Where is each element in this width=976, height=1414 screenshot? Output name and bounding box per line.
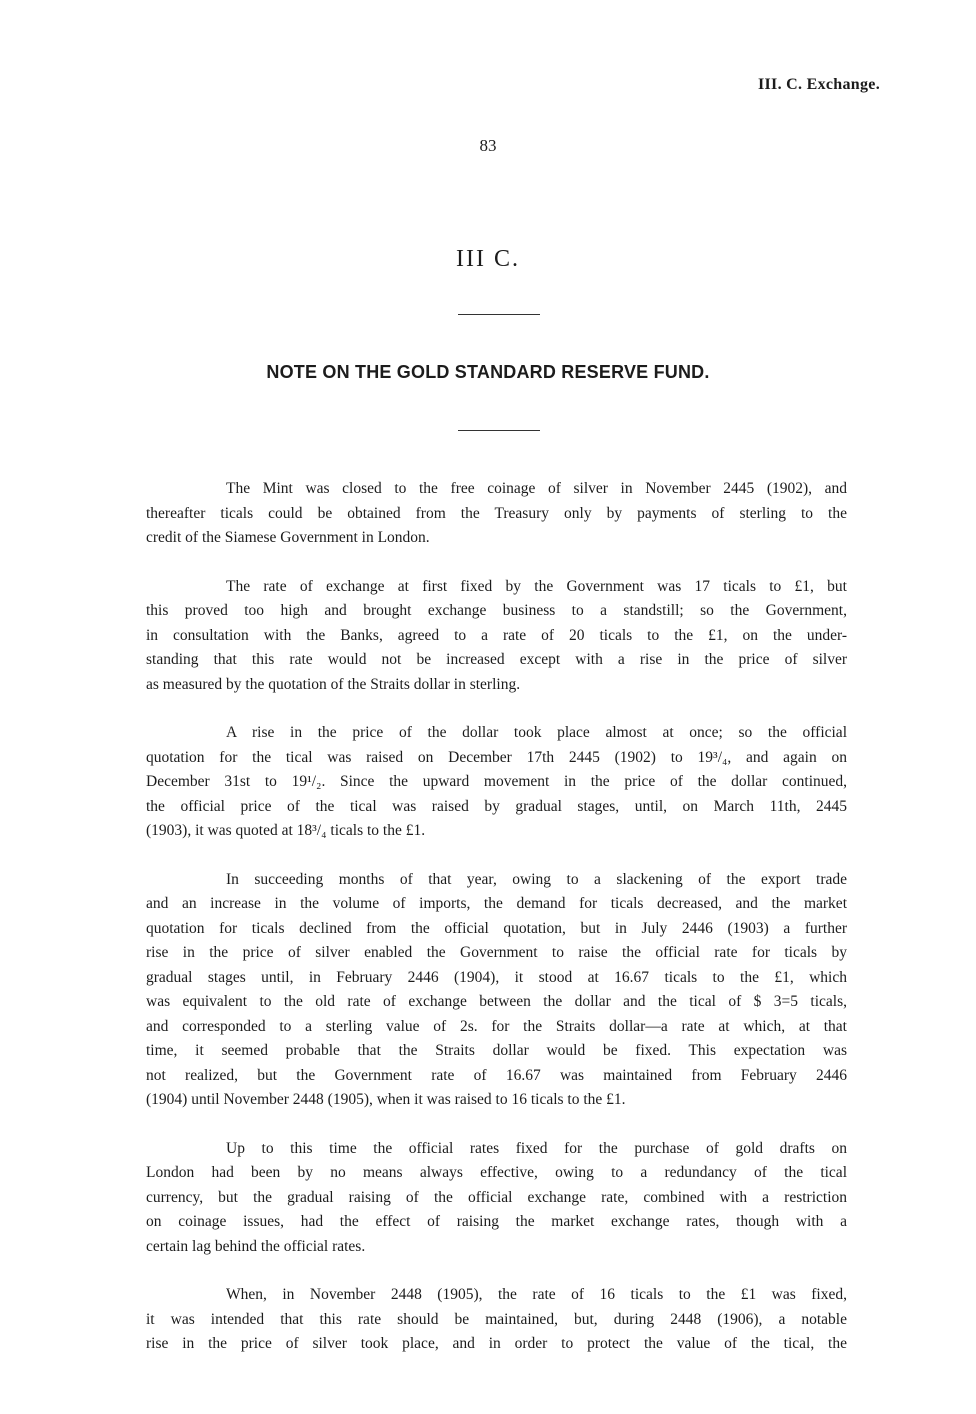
text-line: quotation for the tical was raised on December 17th 2445 (1902) to 19³/₄, and again on <box>146 748 847 766</box>
text-line: London had been by no means always effective, owing to a redundancy of the tical <box>146 1164 847 1181</box>
paragraph <box>146 477 847 551</box>
text-line: credit of the Siamese Government in London. <box>146 529 430 546</box>
text-line: In succeeding months of that year, owing to a slackening of the export trade <box>226 870 847 888</box>
text-line: gradual stages until, in February 2446 (1904), it stood at 16.67 ticals to the £1, which <box>146 968 847 986</box>
text-line: currency, but the gradual raising of the official exchange rate, combined with a restriction <box>146 1188 847 1206</box>
text-line: standing that this rate would not be increased except with a rise in the price of silver <box>146 651 847 668</box>
text-line: and an increase in the volume of imports, the demand for ticals decreased, and the market <box>146 895 847 912</box>
text-line: rise in the price of silver took place, and in order to protect the value of the tical, the <box>146 1335 847 1352</box>
text-line: it was intended that this rate should be maintained, but, during 2448 (1906), a notable <box>146 1310 847 1328</box>
paragraph <box>146 1283 847 1357</box>
running-head: III. C. Exchange. <box>757 76 880 93</box>
text-line: quotation for ticals declined from the official quotation, but in July 2446 (1903) a further <box>146 919 847 937</box>
text-line: this proved too high and brought exchange business to a standstill; so the Government, <box>146 602 847 619</box>
title-rule-bottom <box>458 430 540 431</box>
title-rule-top <box>458 314 540 315</box>
paragraph <box>146 1137 847 1260</box>
text-line: Up to this time the official rates fixed for the purchase of gold drafts on <box>226 1139 847 1157</box>
text-line: The Mint was closed to the free coinage of silver in November 2445 (1902), and <box>226 480 847 497</box>
text-line: The rate of exchange at first fixed by the Government was 17 ticals to £1, but <box>226 577 847 595</box>
paragraph <box>146 721 847 844</box>
text-line: When, in November 2448 (1905), the rate of 16 ticals to the £1 was fixed, <box>226 1286 847 1303</box>
text-line: not realized, but the Government rate of 16.67 was maintained from February 2446 <box>146 1066 847 1084</box>
paragraph <box>146 868 847 1113</box>
text-line: in consultation with the Banks, agreed to a rate of 20 ticals to the £1, on the under- <box>146 626 847 644</box>
text-line: on coinage issues, had the effect of raising the market exchange rates, though with a <box>146 1213 847 1230</box>
text-line: as measured by the quotation of the Straits dollar in sterling. <box>146 675 521 693</box>
text-line: was equivalent to the old rate of exchange between the dollar and the tical of $ 3=5 ticals, <box>146 993 847 1010</box>
text-line: December 31st to 19¹/₂. Since the upward movement in the price of the dollar continued, <box>146 773 847 790</box>
text-line: A rise in the price of the dollar took place almost at once; so the official <box>226 724 847 741</box>
page-number: 83 <box>479 136 497 155</box>
text-line: the official price of the tical was raised by gradual stages, until, on March 11th, 2445 <box>146 797 847 815</box>
text-line: (1904) until November 2448 (1905), when it was raised to 16 ticals to the £1. <box>146 1091 626 1108</box>
paragraph <box>146 575 847 698</box>
section-title: NOTE ON THE GOLD STANDARD RESERVE FUND. <box>266 362 710 382</box>
text-line: and corresponded to a sterling value of 2s. for the Straits dollar—a rate at which, at that <box>146 1017 847 1035</box>
text-line: time, it seemed probable that the Straits dollar would be fixed. This expectation was <box>146 1042 847 1059</box>
text-line: certain lag behind the official rates. <box>146 1237 366 1255</box>
body-text <box>146 477 847 1381</box>
text-line: (1903), it was quoted at 18³/₄ ticals to the £1. <box>146 822 426 839</box>
text-line: thereafter ticals could be obtained from the Treasury only by payments of sterling to the <box>146 504 847 522</box>
text-line: rise in the price of silver enabled the Government to raise the official rate for ticals by <box>146 944 847 961</box>
part-title: III C. <box>456 246 520 272</box>
